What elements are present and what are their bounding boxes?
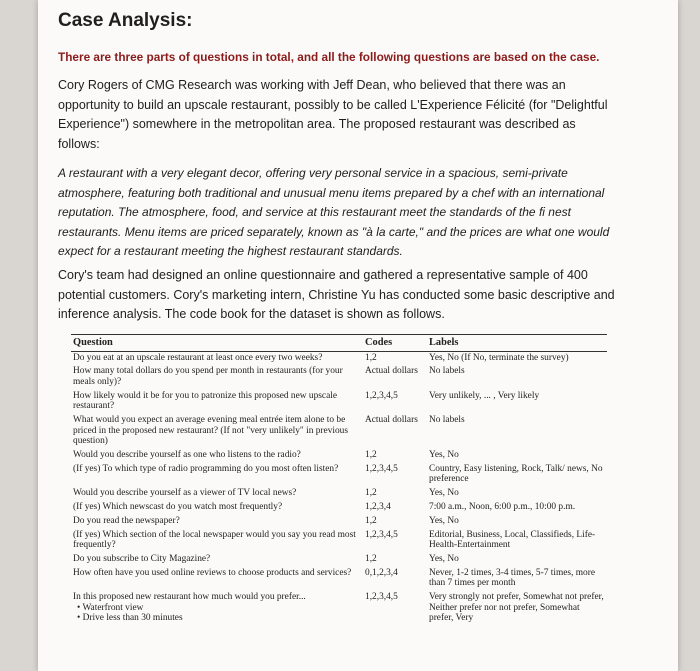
table-header-row: [71, 335, 607, 352]
labels-cell: Very unlikely, ... , Very likely: [429, 390, 540, 401]
codes-cell: Actual dollars: [365, 415, 418, 426]
labels-cell: Yes, No: [429, 488, 459, 499]
bullet-item: • Drive less than 30 minutes: [77, 613, 183, 624]
question-cell: How often have you used online reviews to choose products and services?: [73, 567, 352, 578]
intro-note: There are three parts of questions in total, and all the following questions are based on the case.: [58, 50, 600, 64]
codes-cell: 1,2,3,4,5: [365, 529, 398, 540]
labels-cell: Country, Easy listening, Rock, Talk/ news, No preference: [429, 463, 603, 485]
table-row: [71, 567, 607, 591]
table-row: [71, 487, 607, 501]
codes-cell: 1,2: [365, 488, 377, 499]
question-cell: [71, 591, 363, 626]
header-question: Question: [71, 335, 363, 352]
question-cell: Do you eat at an upscale restaurant at least once every two weeks?: [73, 352, 323, 363]
codes-cell: 1,2: [365, 450, 377, 461]
codes-cell: 1,2,3,4,5: [365, 463, 398, 474]
table-row: [71, 529, 607, 553]
codes-cell: 1,2: [365, 553, 377, 564]
question-cell: What would you expect an average evening meal entrée item alone to be priced in the proposed new restaurant? (If not "very unlikely" in previous question): [73, 415, 349, 447]
labels-cell: No labels: [429, 366, 465, 377]
document-page: [38, 0, 678, 671]
bullet-item: • Waterfront view: [77, 602, 144, 613]
table-row: [71, 351, 607, 365]
table-row: [71, 515, 607, 529]
labels-cell: Very strongly not prefer, Somewhat not prefer, Neither prefer nor not prefer, Somewhat prefer, Very: [429, 592, 604, 624]
codes-cell: 1,2,3,4,5: [365, 592, 398, 603]
labels-cell: Editorial, Business, Local, Classifieds, Life-Health-Entertainment: [429, 529, 596, 551]
table-row: [71, 449, 607, 463]
labels-cell: Yes, No (If No, terminate the survey): [429, 352, 569, 363]
question-cell: Do you subscribe to City Magazine?: [73, 553, 211, 564]
labels-cell: 7:00 a.m., Noon, 6:00 p.m., 10:00 p.m.: [429, 502, 576, 513]
table-row: [71, 553, 607, 567]
codes-cell: 1,2: [365, 352, 377, 363]
codes-cell: 0,1,2,3,4: [365, 567, 398, 578]
table-row: [71, 390, 607, 414]
codes-cell: 1,2,3,4,5: [365, 390, 398, 401]
question-cell: How likely would it be for you to patronize this proposed new upscale restaurant?: [73, 390, 338, 412]
code-book-table: [71, 334, 607, 626]
header-labels: Labels: [427, 335, 607, 352]
restaurant-description: A restaurant with a very elegant decor, offering very personal service in a spacious, semi-private atmosphere, featuring both traditional and unusual menu items prepared by a chef with an international reputation. The atmosphere, food, and service at this restaurant meet the standards of the fi nest restaurants. Menu items are priced separately, known as "à la carte," and the prices are what one would expect for a restaurant meeting the highest restaurant standards.: [58, 166, 610, 258]
question-cell: (If yes) To which type of radio programming do you most often listen?: [73, 463, 339, 474]
question-cell: (If yes) Which section of the local newspaper would you say you read most frequently?: [73, 529, 356, 551]
question-cell: Would you describe yourself as one who listens to the radio?: [73, 450, 301, 461]
labels-cell: No labels: [429, 415, 465, 426]
question-cell: How many total dollars do you spend per month in restaurants (for your meals only)?: [73, 366, 343, 387]
question-cell: (If yes) Which newscast do you watch most frequently?: [73, 502, 283, 513]
case-paragraph-3: Cory's team had designed an online questionnaire and gathered a representative sample of 400 potential customers. Cory's marketing intern, Christine Yu has conducted some basic descriptive and inference analysis. The code book for the dataset is shown as follows.: [58, 268, 615, 321]
labels-cell: Yes, No: [429, 450, 459, 461]
codes-cell: 1,2,3,4: [365, 502, 391, 513]
question-cell: Do you read the newspaper?: [73, 515, 180, 526]
labels-cell: Never, 1-2 times, 3-4 times, 5-7 times, more than 7 times per month: [429, 567, 595, 589]
codes-cell: 1,2: [365, 515, 377, 526]
header-codes: Codes: [363, 335, 427, 352]
table-row: [71, 365, 607, 389]
table-row: [71, 463, 607, 487]
labels-cell: Yes, No: [429, 553, 459, 564]
table-row: [71, 414, 607, 449]
question-text: In this proposed new restaurant how much would you prefer...: [73, 592, 306, 603]
table-row: [71, 501, 607, 515]
labels-cell: Yes, No: [429, 515, 459, 526]
codes-cell: Actual dollars: [365, 366, 418, 377]
page-title: Case Analysis:: [58, 10, 193, 31]
table-row: [71, 591, 607, 626]
question-cell: Would you describe yourself as a viewer of TV local news?: [73, 488, 297, 499]
case-paragraph-1: Cory Rogers of CMG Research was working with Jeff Dean, who believed that there was an opportunity to build an upscale restaurant, possibly to be called L'Experience Félicité (for "Delightful Experience") somewhere in the metropolitan area. The proposed restaurant was described as follows:: [58, 78, 608, 151]
